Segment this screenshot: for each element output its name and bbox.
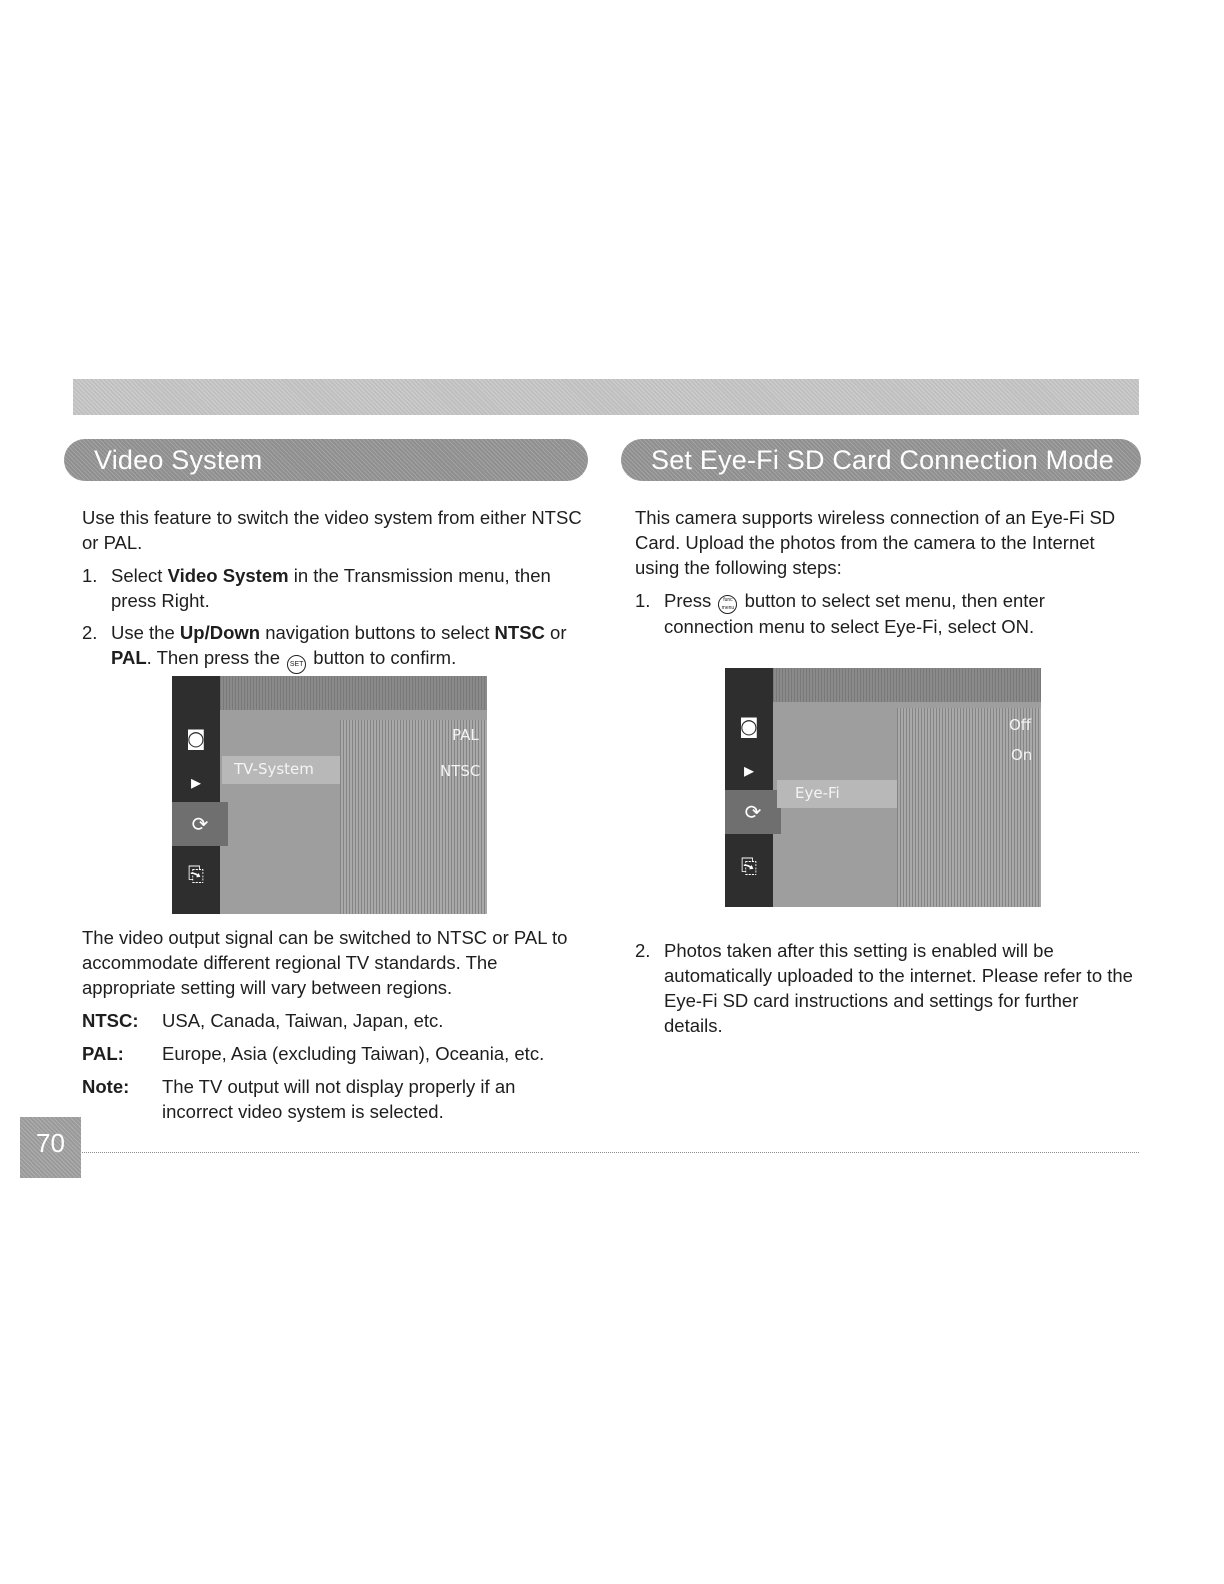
- menu-row-label: Eye-Fi: [795, 784, 840, 802]
- video-system-notes: [82, 925, 587, 1124]
- step-text: in the Transmission menu, then press Right.: [111, 565, 551, 611]
- step-number: 2.: [635, 940, 651, 961]
- func-menu-button-icon: func menu: [718, 595, 737, 614]
- eyefi-step-2: [635, 938, 1135, 1038]
- camera-screen-eyefi: [725, 668, 1041, 907]
- connection-icon: ⎘: [188, 862, 204, 886]
- video-step-1: [82, 563, 582, 613]
- connection-icon: ⎘: [741, 854, 757, 878]
- eyefi-intro: This camera supports wireless connection of an Eye-Fi SD Card. Upload the photos from the camera to the Internet using the following steps:: [635, 507, 1116, 578]
- header-band: [73, 379, 1139, 415]
- video-step-2: [82, 620, 582, 674]
- screen-header-bar: [220, 676, 487, 710]
- video-icon: ▸: [743, 758, 755, 782]
- menu-row-label: TV-System: [234, 760, 314, 778]
- step-text: Use the: [111, 622, 180, 643]
- option-off: Off: [1009, 716, 1032, 734]
- camera-screen-tv-system: [172, 676, 487, 914]
- def-term: Note:: [82, 1076, 130, 1097]
- step-keyword: NTSC: [494, 622, 545, 643]
- def-desc: USA, Canada, Taiwan, Japan, etc.: [162, 1010, 444, 1031]
- step-keyword: Up/Down: [179, 622, 261, 643]
- set-button-icon: SET: [287, 655, 306, 674]
- option-ntsc: NTSC: [440, 762, 481, 780]
- option-on: On: [1011, 746, 1033, 764]
- def-row-ntsc: [82, 1008, 587, 1033]
- step-text: button to confirm.: [308, 647, 457, 668]
- def-desc: The TV output will not display properly if an incorrect video system is selected.: [162, 1076, 516, 1122]
- def-term: NTSC:: [82, 1010, 139, 1031]
- options-panel: [340, 720, 487, 914]
- eyefi-section: [635, 505, 1135, 639]
- options-panel: [897, 708, 1041, 907]
- section-title-video-system: Video System: [64, 439, 588, 481]
- step-number: 1.: [82, 565, 98, 586]
- step-text: Select: [111, 565, 168, 586]
- eyefi-step-1: [635, 588, 1135, 639]
- option-pal: PAL: [452, 726, 479, 744]
- video-signal-paragraph: The video output signal can be switched to NTSC or PAL to accommodate different regional TV standards. The appropriate setting will vary between regions.: [82, 927, 568, 998]
- video-system-intro: Use this feature to switch the video system from either NTSC or PAL.: [82, 507, 582, 553]
- eyefi-step-2-wrap: [635, 938, 1135, 1038]
- step-text: or: [544, 622, 567, 643]
- step-text: navigation buttons to select: [260, 622, 495, 643]
- step-text: . Then press the: [146, 647, 286, 668]
- settings-icon: ⟳: [172, 802, 228, 846]
- def-desc: Europe, Asia (excluding Taiwan), Oceania, etc.: [162, 1043, 545, 1064]
- screen-header-bar: [773, 668, 1041, 702]
- settings-icon: ⟳: [725, 790, 781, 834]
- step-text: Press: [664, 590, 717, 611]
- def-term: PAL:: [82, 1043, 124, 1064]
- video-icon: ▸: [190, 770, 202, 794]
- camera-icon: ◙: [739, 714, 759, 738]
- step-text: button to select set menu, then enter connection menu to select Eye-Fi, select ON.: [664, 590, 1045, 637]
- step-keyword: Video System: [167, 565, 289, 586]
- step-number: 1.: [635, 590, 651, 611]
- step-text: Photos taken after this setting is enabled will be automatically uploaded to the internet. Please refer to the Eye-Fi SD card instructions and settings for further details.: [664, 940, 1133, 1036]
- def-row-pal: [82, 1041, 587, 1066]
- step-keyword: PAL: [111, 647, 147, 668]
- page-number: 70: [20, 1117, 81, 1178]
- step-number: 2.: [82, 622, 98, 643]
- section-title-eyefi: Set Eye-Fi SD Card Connection Mode: [621, 439, 1141, 481]
- footer-rule: [82, 1152, 1139, 1153]
- camera-icon: ◙: [186, 726, 206, 750]
- video-system-section: [82, 505, 582, 674]
- def-row-note: [82, 1074, 587, 1124]
